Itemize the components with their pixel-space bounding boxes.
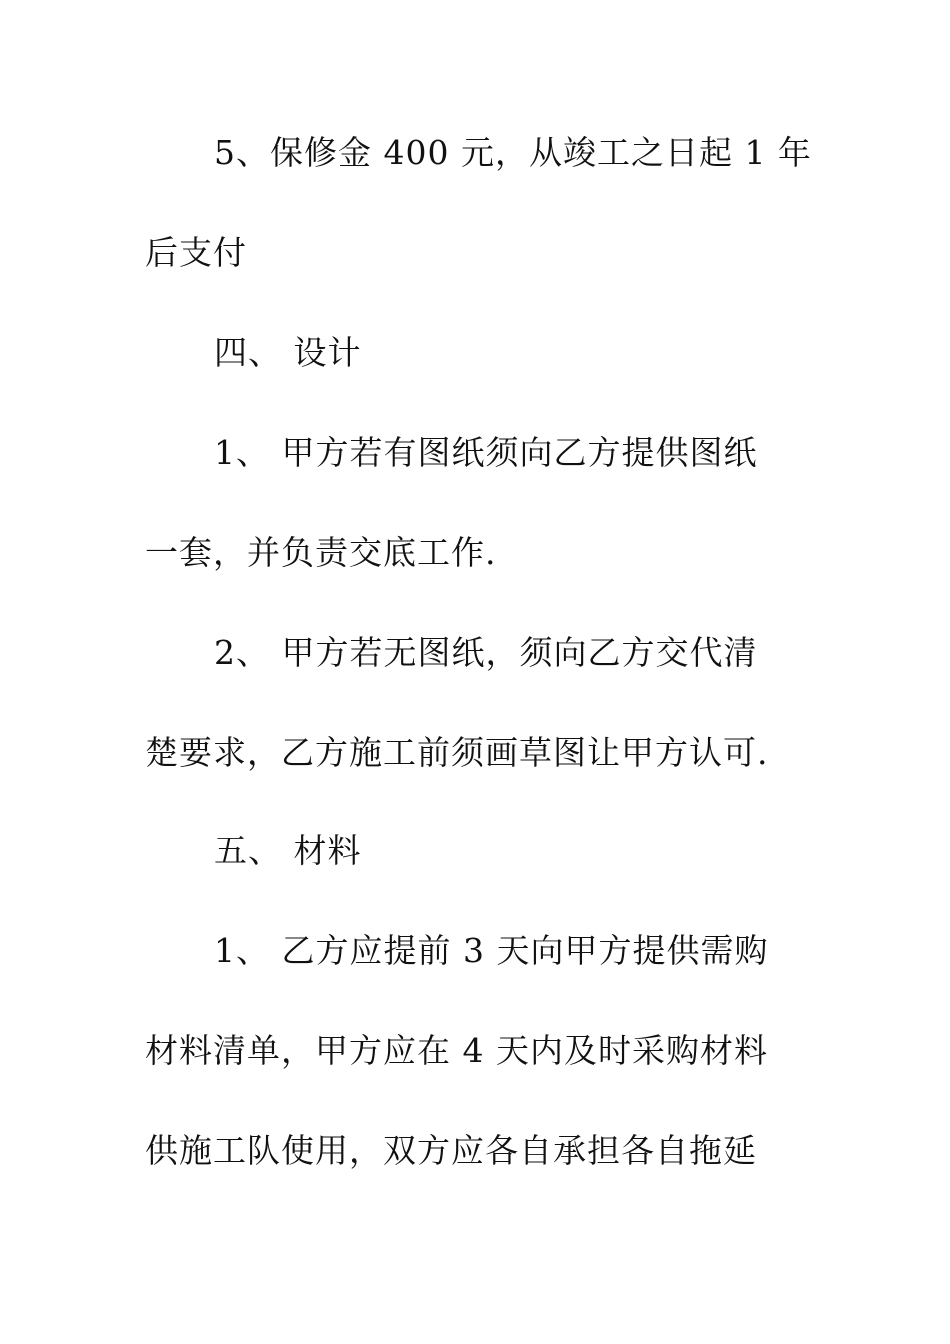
paragraph-materials-1-line-2: 材料清单，甲方应在 4 天内及时采购材料	[145, 1031, 768, 1070]
paragraph-design-2-line-1: 2、 甲方若无图纸，须向乙方交代清	[214, 633, 758, 672]
paragraph-design-2-line-2: 楚要求，乙方施工前须画草图让甲方认可.	[145, 733, 769, 772]
paragraph-warranty-line-1: 5、保修金 400 元，从竣工之日起 1 年	[214, 133, 812, 172]
paragraph-design-1-line-2: 一套，并负责交底工作.	[145, 533, 497, 572]
paragraph-design-1-line-1: 1、 甲方若有图纸须向乙方提供图纸	[214, 433, 758, 472]
section-heading-design: 四、 设计	[214, 333, 362, 372]
section-heading-materials: 五、 材料	[214, 831, 362, 870]
paragraph-materials-1-line-3: 供施工队使用，双方应各自承担各自拖延	[145, 1131, 757, 1170]
paragraph-warranty-line-2: 后支付	[145, 233, 247, 272]
paragraph-materials-1-line-1: 1、 乙方应提前 3 天向甲方提供需购	[214, 931, 769, 970]
